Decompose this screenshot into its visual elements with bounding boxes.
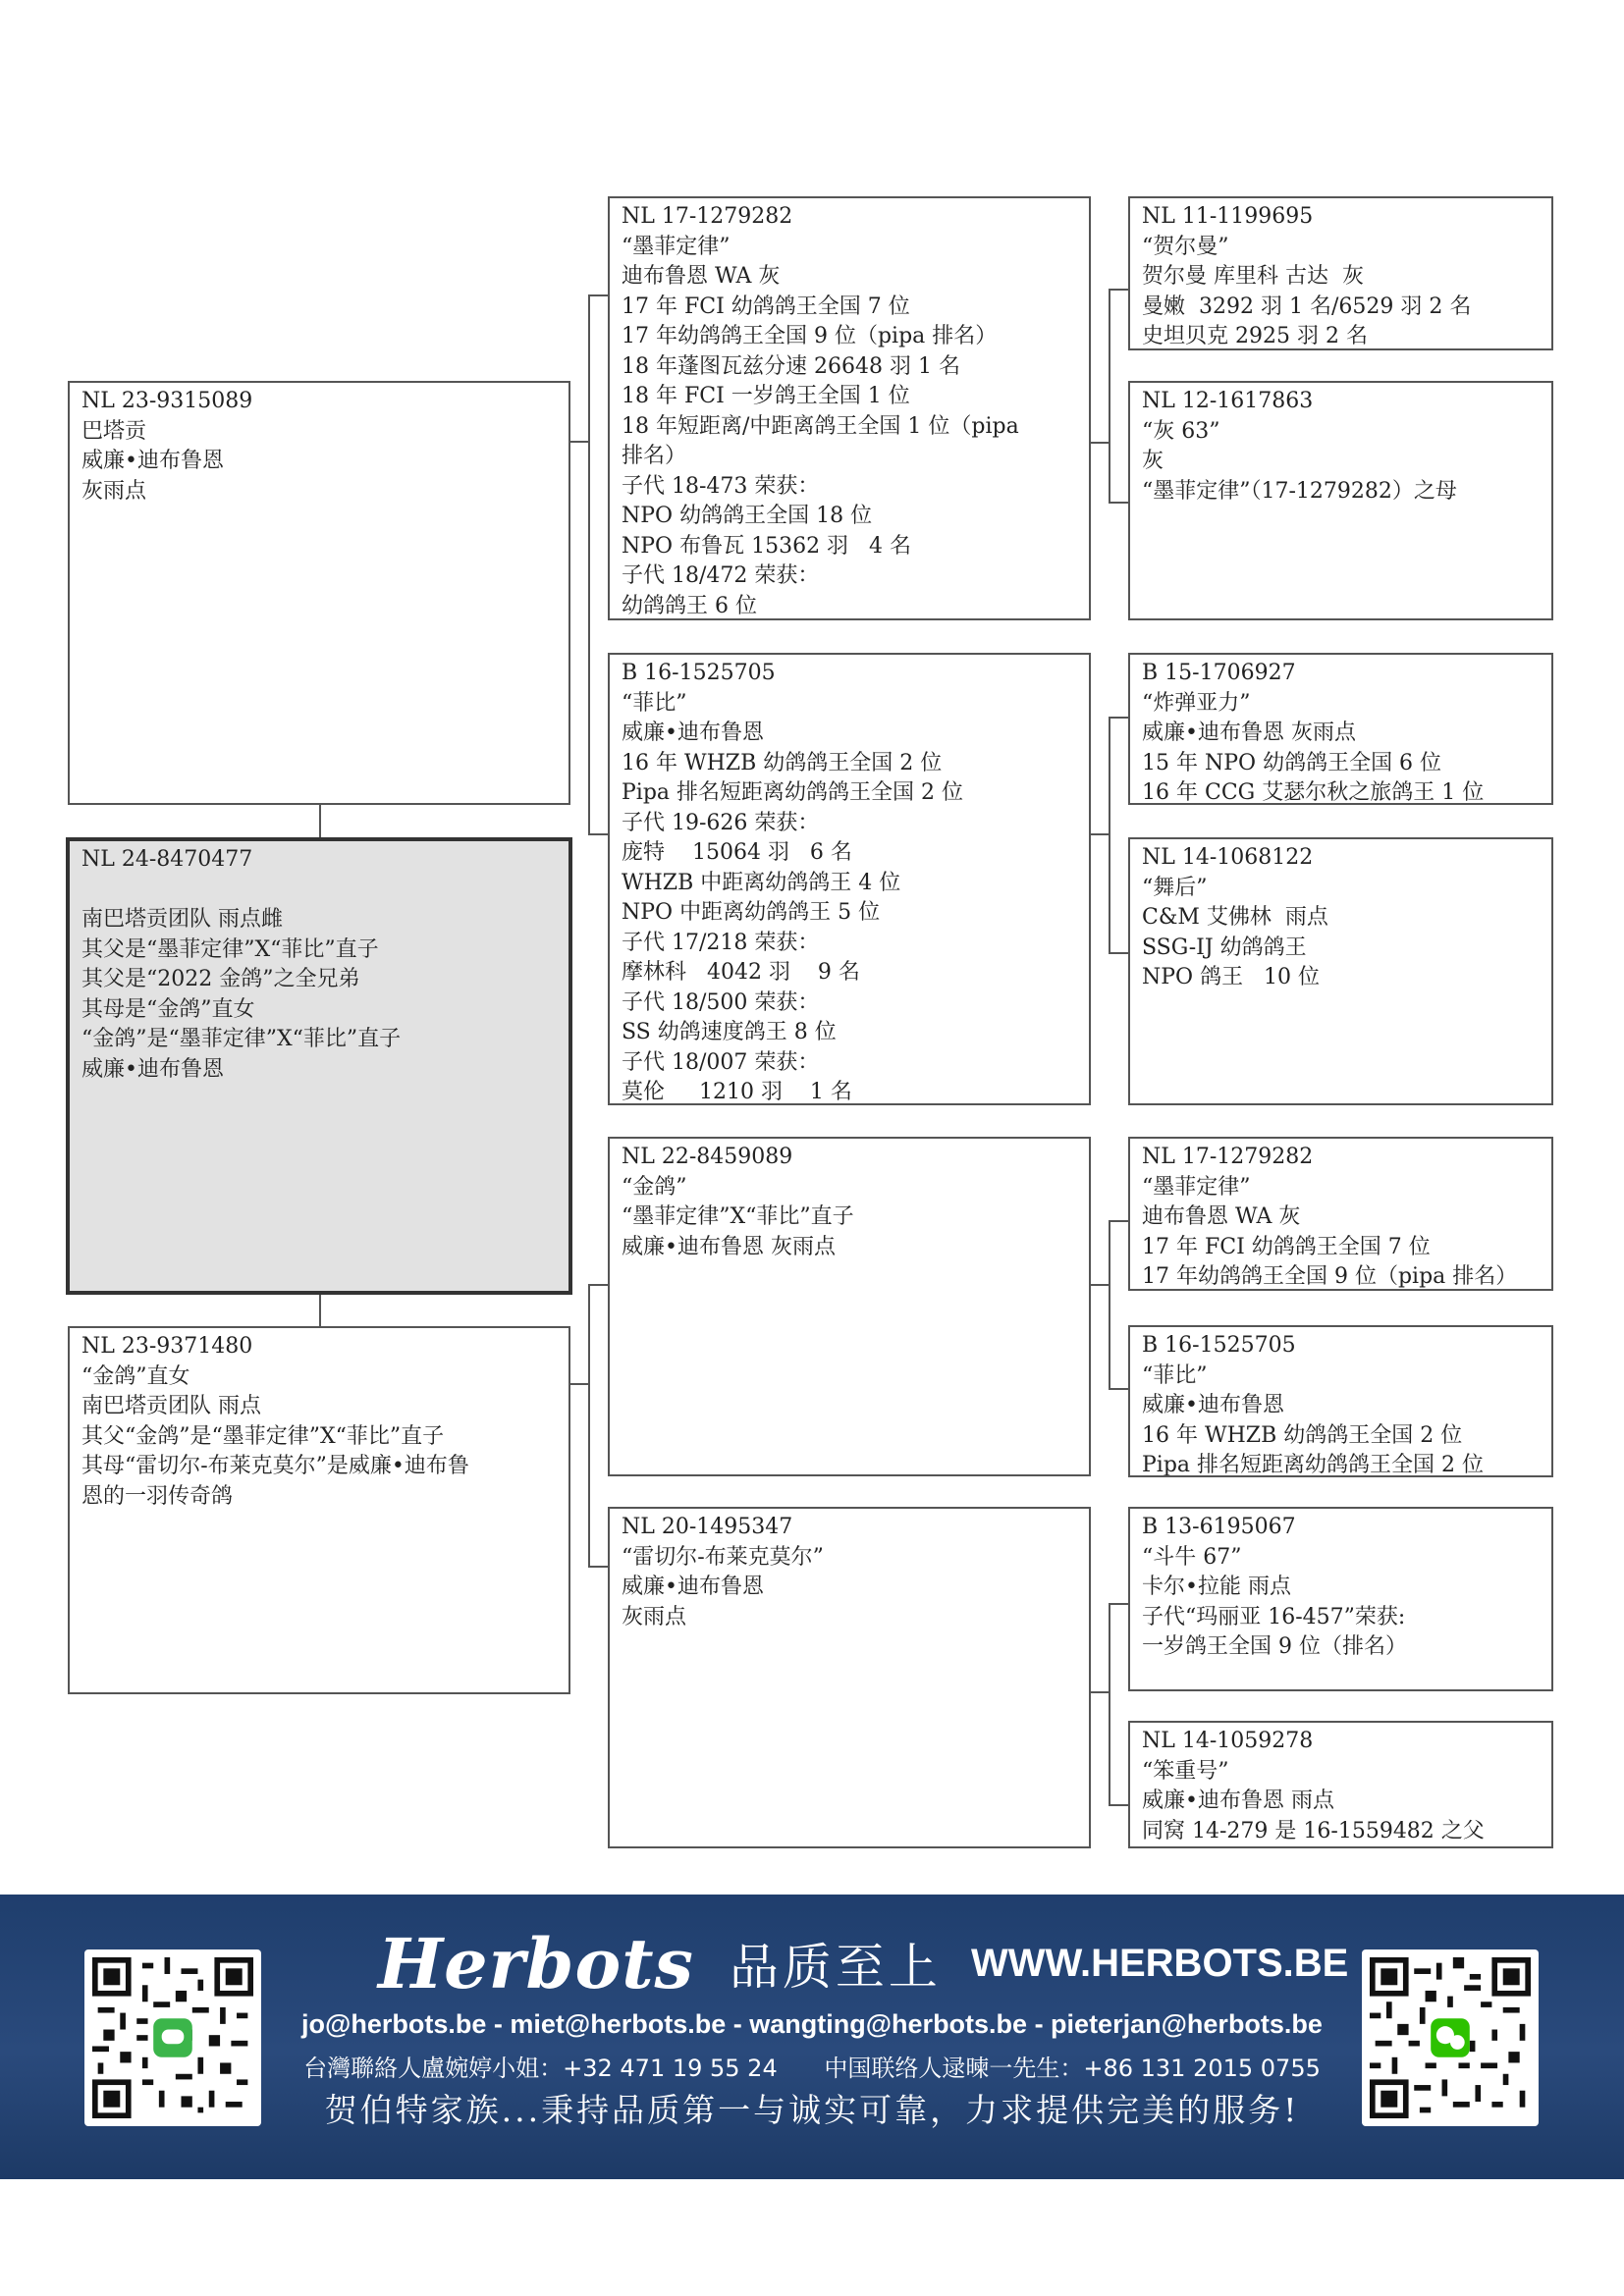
ring-number: NL 17-1279282 xyxy=(1142,1145,1314,1169)
ring-number: NL 14-1059278 xyxy=(1142,1729,1314,1753)
card-line: 18 年短距离/中距离鸽王全国 1 位（pipa xyxy=(622,413,1019,439)
ring-number: NL 12-1617863 xyxy=(1142,389,1314,413)
card-line: 灰 xyxy=(1142,449,1164,473)
card-line: 一岁鸽王全国 9 位（排名） xyxy=(1142,1634,1407,1659)
card-line: C&M 艾佛林 雨点 xyxy=(1142,905,1328,930)
card-line: “金鸽”直女 xyxy=(81,1363,190,1389)
card-line: 史坦贝克 2925 羽 2 名 xyxy=(1142,324,1368,348)
card-line: “菲比” xyxy=(622,690,687,716)
herbots-logo: Herbots xyxy=(378,1922,694,2004)
ring-number: B 16-1525705 xyxy=(1142,1333,1296,1358)
ring-number: NL 20-1495347 xyxy=(622,1515,793,1539)
card-line: 15 年 NPO 幼鸽鸽王全国 6 位 xyxy=(1142,750,1442,775)
connector xyxy=(1109,1220,1110,1389)
connector xyxy=(588,294,590,834)
connector xyxy=(588,294,608,296)
contact-china: 中国联络人逯暕一先生：+86 131 2015 0755 xyxy=(824,2055,1321,2082)
connector xyxy=(1090,1284,1110,1286)
card-line: 18 年 FCI 一岁鸽王全国 1 位 xyxy=(622,384,910,408)
card-line: 17 年幼鸽鸽王全国 9 位（pipa 排名） xyxy=(622,324,998,348)
connector xyxy=(1109,289,1128,291)
pedigree-card-ggp-7 xyxy=(1128,1507,1553,1691)
card-line: “贺尔曼” xyxy=(1142,234,1229,259)
card-line: 子代 18/472 荣获： xyxy=(622,563,820,588)
card-line: 威廉•迪布鲁恩 xyxy=(622,721,764,745)
connector xyxy=(1090,442,1110,444)
pedigree-card-ggp-4 xyxy=(1128,837,1553,1105)
card-line: 威廉•迪布鲁恩 xyxy=(81,1056,224,1082)
ring-number: NL 17-1279282 xyxy=(622,204,793,229)
card-line: Pipa 排名短距离幼鸽鸽王全国 2 位 xyxy=(1142,1453,1485,1477)
qr-code-wechat[interactable] xyxy=(1362,1949,1539,2126)
card-line: 南巴塔贡团队 雨点 xyxy=(81,1394,261,1418)
card-line: 18 年蓬图瓦兹分速 26648 羽 1 名 xyxy=(622,353,960,379)
card-line: 迪布鲁恩 WA 灰 xyxy=(1142,1204,1301,1229)
card-line: 子代 17/218 荣获： xyxy=(622,930,820,955)
contact-taiwan: 台灣聯絡人盧婉婷小姐：+32 471 19 55 24 xyxy=(303,2055,778,2082)
card-line: 其父是“墨菲定律”X“菲比”直子 xyxy=(81,936,379,962)
card-line: 16 年 WHZB 幼鸽鸽王全国 2 位 xyxy=(1142,1422,1463,1448)
connector xyxy=(1109,502,1128,504)
pedigree-card-grandsire-1 xyxy=(608,196,1091,620)
card-line: 17 年 FCI 幼鸽鸽王全国 7 位 xyxy=(622,294,910,319)
connector xyxy=(569,1383,589,1385)
ring-number: NL 22-8459089 xyxy=(622,1145,793,1169)
card-line: “墨菲定律” xyxy=(622,234,731,259)
pedigree-card-dam xyxy=(68,1326,570,1694)
card-line: Pipa 排名短距离幼鸽鸽王全国 2 位 xyxy=(622,780,964,805)
connector xyxy=(588,1284,590,1567)
website-link[interactable]: WWW.HERBOTS.BE xyxy=(970,1941,1349,1985)
card-line: “墨菲定律” xyxy=(1142,1174,1251,1200)
card-line: 子代 18/500 荣获： xyxy=(622,989,820,1015)
card-line: “炸弹亚力” xyxy=(1142,690,1251,716)
pedigree-card-ggp-6 xyxy=(1128,1325,1553,1477)
connector xyxy=(1109,289,1110,503)
card-line: 17 年 FCI 幼鸽鸽王全国 7 位 xyxy=(1142,1234,1431,1259)
connector xyxy=(319,1294,321,1327)
ring-number: B 15-1706927 xyxy=(1142,661,1296,685)
card-line: 威廉•迪布鲁恩 雨点 xyxy=(1142,1789,1334,1813)
card-line: 子代 18-473 荣获： xyxy=(622,473,820,499)
pedigree-card-grandsire-2 xyxy=(608,1137,1091,1476)
email-list[interactable]: jo@herbots.be - miet@herbots.be - wangting@herbots.be - pieterjan@herbots.be xyxy=(301,2009,1323,2039)
card-line: 威廉•迪布鲁恩 灰雨点 xyxy=(622,1234,836,1259)
ring-number: NL 11-1199695 xyxy=(1142,204,1314,229)
card-line: 威廉•迪布鲁恩 xyxy=(622,1575,764,1599)
connector xyxy=(1109,1804,1128,1806)
slogan: 品质至上 xyxy=(729,1939,942,1996)
connector xyxy=(1109,717,1128,719)
card-line: WHZB 中距离幼鸽鸽王 4 位 xyxy=(622,870,901,895)
connector xyxy=(588,1566,608,1568)
card-line: NPO 鸽王 10 位 xyxy=(1142,965,1321,989)
card-line: 其母是“金鸽”直女 xyxy=(81,996,255,1022)
card-line: 其父是“2022 金鸽”之全兄弟 xyxy=(81,967,360,991)
pedigree-card-ggp-8 xyxy=(1128,1721,1553,1848)
card-line: 16 年 CCG 艾瑟尔秋之旅鸽王 1 位 xyxy=(1142,780,1485,805)
card-line: 灰雨点 xyxy=(622,1604,687,1629)
card-line: 16 年 WHZB 幼鸽鸽王全国 2 位 xyxy=(622,750,943,775)
connector xyxy=(1109,1603,1110,1805)
card-line: 灰雨点 xyxy=(81,478,147,504)
ring-number: B 16-1525705 xyxy=(622,661,776,685)
card-line xyxy=(81,876,557,906)
card-line: 巴塔贡 xyxy=(81,418,147,444)
card-line: NPO 幼鸽鸽王全国 18 位 xyxy=(622,504,873,528)
card-line: “墨菲定律”（17-1279282）之母 xyxy=(1142,478,1457,504)
card-line: SSG-IJ 幼鸽鸽王 xyxy=(1142,934,1307,960)
connector xyxy=(1090,833,1110,835)
ring-number: B 13-6195067 xyxy=(1142,1515,1296,1539)
card-line: 迪布鲁恩 WA 灰 xyxy=(622,264,781,289)
ring-number: NL 23-9315089 xyxy=(81,389,253,413)
card-line: 排名） xyxy=(622,444,687,468)
card-line: “雷切尔-布莱克莫尔” xyxy=(622,1544,824,1570)
connector xyxy=(1109,1388,1128,1390)
ring-number: NL 23-9371480 xyxy=(81,1334,253,1359)
card-line: “斗牛 67” xyxy=(1142,1544,1242,1570)
card-line: 恩的一羽传奇鸽 xyxy=(81,1483,234,1509)
card-line: 摩林科 4042 羽 9 名 xyxy=(622,960,860,985)
connector xyxy=(1090,1691,1110,1693)
card-line: 卡尔•拉能 雨点 xyxy=(1142,1575,1291,1599)
card-line: 威廉•迪布鲁恩 灰雨点 xyxy=(1142,721,1356,745)
connector xyxy=(1109,1603,1128,1605)
ring-number: NL 14-1068122 xyxy=(1142,845,1314,870)
card-line: 同窝 14-279 是 16-1559482 之父 xyxy=(1142,1818,1485,1843)
card-line: 威廉•迪布鲁恩 xyxy=(1142,1393,1284,1417)
pedigree-card-ggp-1 xyxy=(1128,196,1553,350)
connector xyxy=(588,833,608,835)
connector xyxy=(569,441,589,443)
ring-number: NL 24-8470477 xyxy=(81,847,253,872)
pedigree-card-subject xyxy=(66,837,572,1295)
pedigree-card-ggp-5 xyxy=(1128,1137,1553,1291)
card-line: “舞后” xyxy=(1142,875,1208,900)
card-line: 其母“雷切尔-布莱克莫尔”是威廉•迪布鲁 xyxy=(81,1454,469,1478)
pedigree-card-ggp-2 xyxy=(1128,381,1553,620)
footer-banner xyxy=(0,1895,1624,2179)
card-line: SS 幼鸽速度鸽王 8 位 xyxy=(622,1020,837,1044)
qr-pattern xyxy=(1370,1957,1531,2118)
tagline: 贺伯特家族...秉持品质第一与诚实可靠，力求提供完美的服务! xyxy=(324,2091,1300,2129)
card-line: 其父“金鸽”是“墨菲定律”X“菲比”直子 xyxy=(81,1423,445,1449)
pedigree-card-granddam-2 xyxy=(608,1507,1091,1848)
connector xyxy=(1109,952,1128,954)
card-line: NPO 布鲁瓦 15362 羽 4 名 xyxy=(622,533,912,559)
card-line: 威廉•迪布鲁恩 xyxy=(81,449,224,473)
card-line: 子代 18/007 荣获： xyxy=(622,1049,820,1075)
card-line: 幼鸽鸽王 6 位 xyxy=(622,593,757,618)
brand-row xyxy=(378,1924,1348,2002)
card-line: NPO 中距离幼鸽鸽王 5 位 xyxy=(622,900,881,925)
card-line: “金鸽”是“墨菲定律”X“菲比”直子 xyxy=(81,1027,402,1051)
pedigree-card-granddam-1 xyxy=(608,653,1091,1105)
card-line: 莫伦 1210 羽 1 名 xyxy=(622,1080,852,1104)
card-line: 17 年幼鸽鸽王全国 9 位（pipa 排名） xyxy=(1142,1264,1518,1289)
connector xyxy=(1109,1220,1128,1222)
connector xyxy=(588,1284,608,1286)
card-line: 庞特 15064 羽 6 名 xyxy=(622,840,852,865)
card-line: 曼嫩 3292 羽 1 名/6529 羽 2 名 xyxy=(1142,294,1472,319)
card-line: “菲比” xyxy=(1142,1362,1208,1388)
connector xyxy=(1109,717,1110,953)
card-line: 南巴塔贡团队 雨点雌 xyxy=(81,907,283,932)
pedigree-card-sire xyxy=(68,381,570,805)
card-line: “笨重号” xyxy=(1142,1758,1229,1784)
card-line: 贺尔曼 库里科 古达 灰 xyxy=(1142,264,1364,289)
card-line: “墨菲定律”X“菲比”直子 xyxy=(622,1204,854,1229)
card-line: 子代“玛丽亚 16-457”荣获: xyxy=(1142,1604,1406,1629)
card-line: “金鸽” xyxy=(622,1174,687,1200)
connector xyxy=(319,805,321,838)
card-line: 子代 19-626 荣获： xyxy=(622,810,820,835)
card-line: “灰 63” xyxy=(1142,418,1220,444)
pedigree-card-ggp-3 xyxy=(1128,653,1553,805)
